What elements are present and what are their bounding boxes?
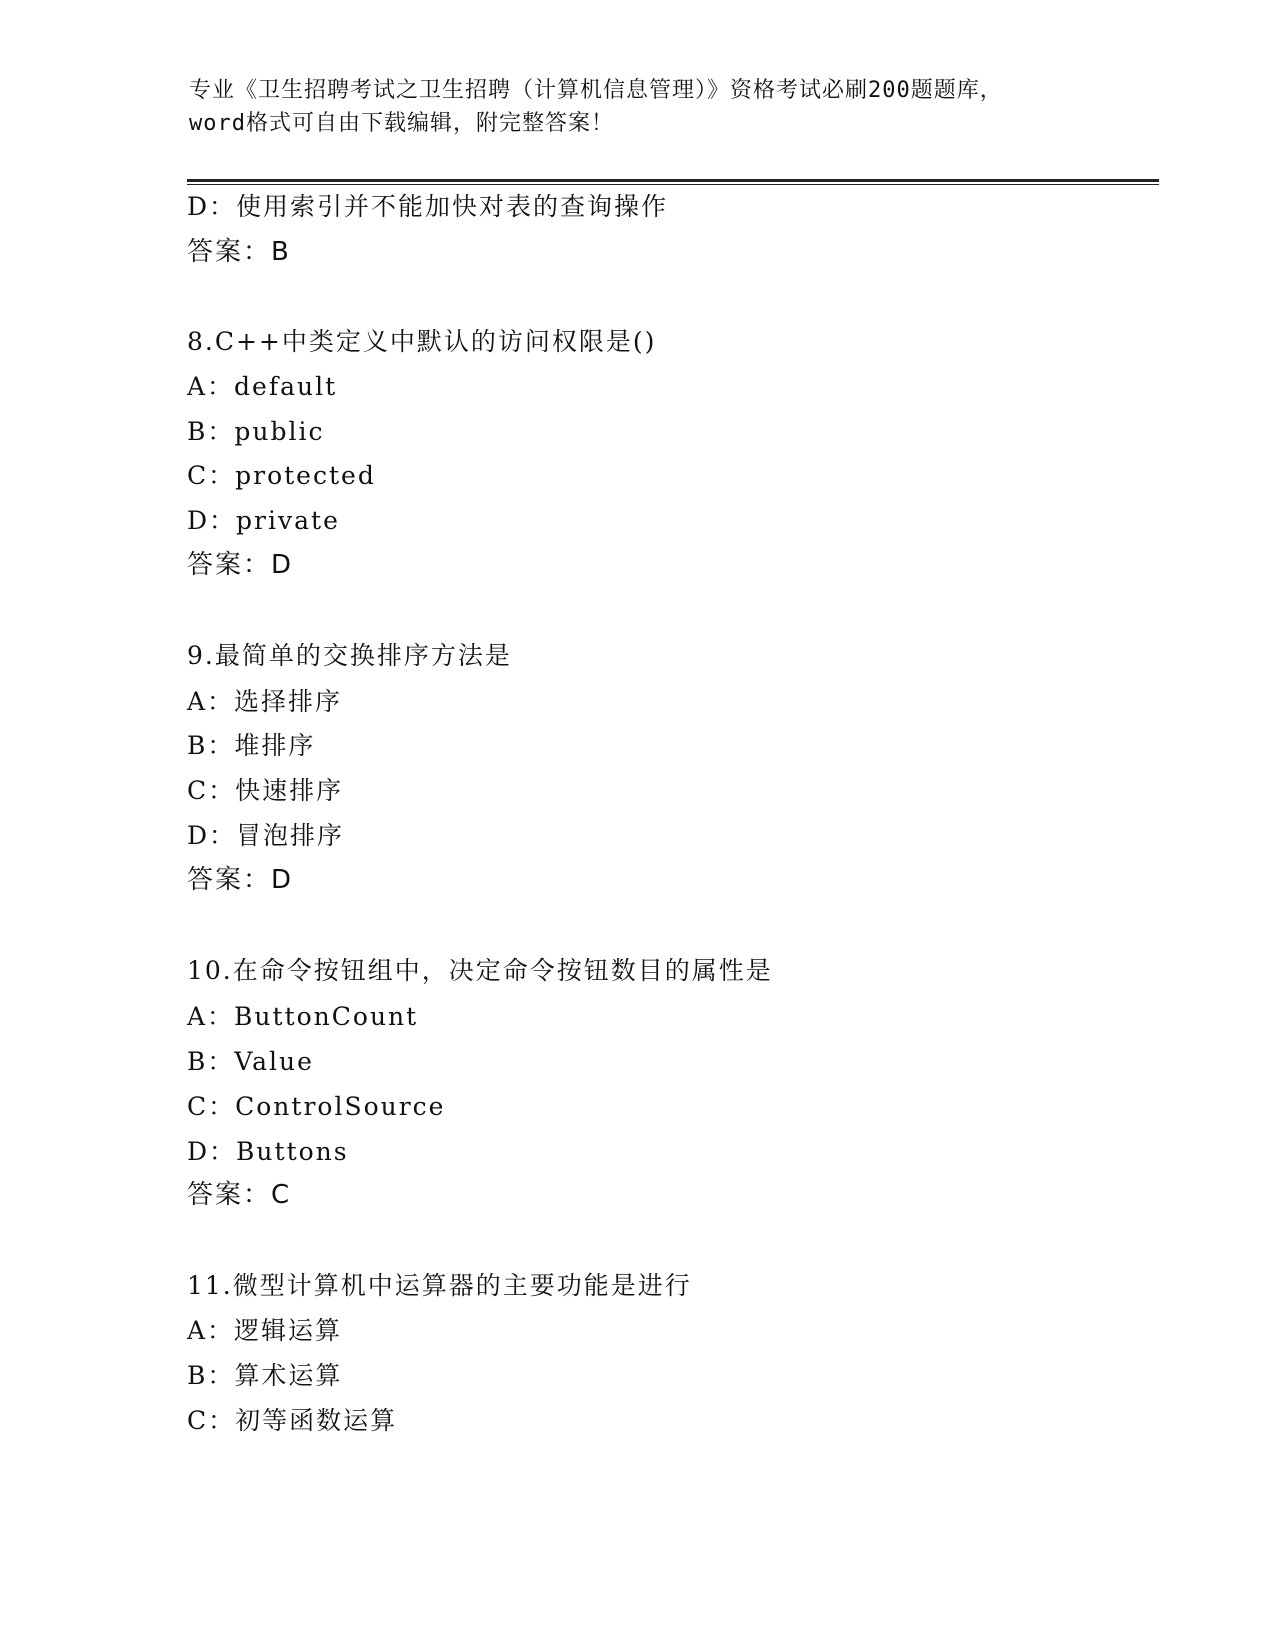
question-9-option-c: C：快速排序 bbox=[187, 776, 344, 805]
question-8-stem: 8.C++中类定义中默认的访问权限是() bbox=[187, 327, 657, 356]
question-8-option-c: C：protected bbox=[187, 461, 376, 490]
question-8-option-a: A：default bbox=[187, 372, 338, 401]
question-11-option-a: A：逻辑运算 bbox=[187, 1316, 343, 1345]
question-10-stem: 10.在命令按钮组中，决定命令按钮数目的属性是 bbox=[187, 956, 773, 985]
prev-answer: 答案：B bbox=[187, 237, 291, 267]
question-9-answer: 答案：D bbox=[187, 865, 294, 895]
question-10-answer: 答案：C bbox=[187, 1180, 292, 1210]
prev-option-d: D：使用索引并不能加快对表的查询操作 bbox=[187, 192, 669, 221]
question-8-option-b: B：public bbox=[187, 417, 325, 446]
question-9-stem: 9.最简单的交换排序方法是 bbox=[187, 641, 512, 670]
header-line-2: word格式可自由下载编辑，附完整答案！ bbox=[189, 111, 614, 136]
question-10-option-b: B：Value bbox=[187, 1047, 314, 1076]
document-header bbox=[189, 74, 1089, 140]
question-9-option-a: A：选择排序 bbox=[187, 687, 343, 716]
question-10-option-a: A：ButtonCount bbox=[187, 1002, 419, 1031]
header-divider-thin bbox=[187, 184, 1159, 185]
question-8-answer: 答案：D bbox=[187, 550, 294, 580]
header-divider-thick bbox=[187, 179, 1159, 182]
question-11-option-c: C：初等函数运算 bbox=[187, 1406, 398, 1435]
question-9-option-b: B：堆排序 bbox=[187, 731, 316, 760]
question-10-option-c: C：ControlSource bbox=[187, 1092, 446, 1121]
header-line-1: 专业《卫生招聘考试之卫生招聘（计算机信息管理）》资格考试必刷200题题库， bbox=[189, 78, 1003, 103]
question-11-option-b: B：算术运算 bbox=[187, 1361, 343, 1390]
question-9-option-d: D：冒泡排序 bbox=[187, 821, 345, 850]
question-8-option-d: D：private bbox=[187, 506, 340, 535]
question-10-option-d: D：Buttons bbox=[187, 1137, 349, 1166]
question-11-stem: 11.微型计算机中运算器的主要功能是进行 bbox=[187, 1271, 692, 1300]
